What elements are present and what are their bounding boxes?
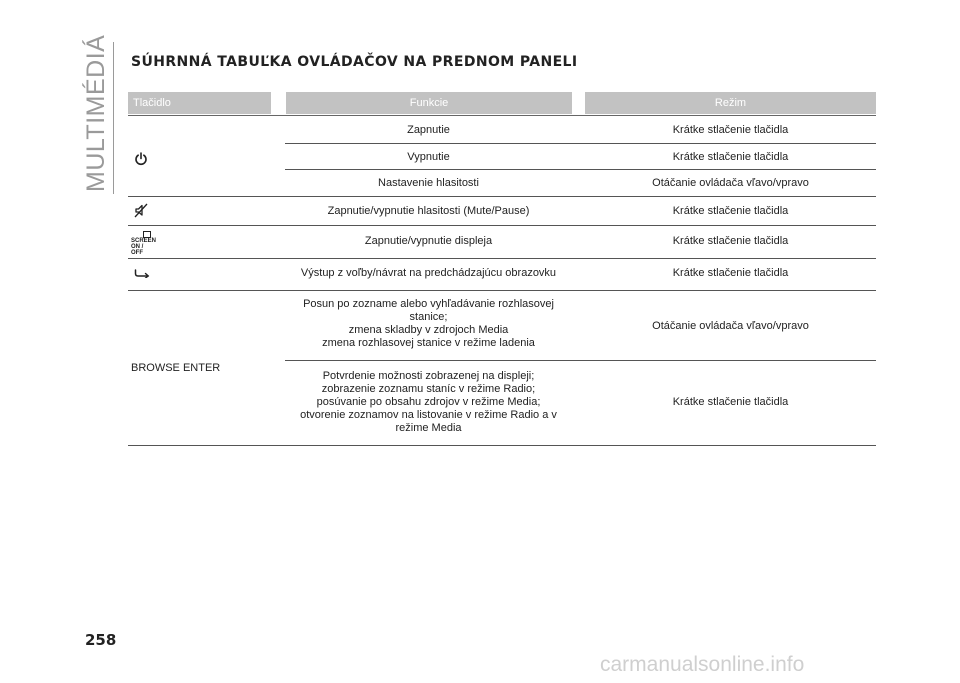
browse-rotate-line: zmena rozhlasovej stanice v režime ladenia: [322, 337, 535, 349]
page-number: 258: [85, 631, 117, 649]
browse-press-mode: Krátke stlačenie tlačidla: [672, 396, 789, 408]
browse-rotate-line: stanice;: [409, 311, 448, 323]
watermark: carmanualsonline.info: [600, 653, 805, 676]
row-divider: [285, 169, 876, 170]
header-button: Tlačidlo: [128, 92, 271, 114]
screen-function: Zapnutie/vypnutie displeja: [364, 235, 493, 247]
screen-mode: Krátke stlačenie tlačidla: [672, 235, 789, 247]
mute-mode: Krátke stlačenie tlačidla: [672, 205, 789, 217]
section-divider: [113, 42, 114, 194]
row-divider: [285, 143, 876, 144]
back-icon: [134, 268, 150, 278]
browse-enter-label: BROWSE ENTER: [131, 362, 221, 374]
browse-rotate-mode: Otáčanie ovládača vľavo/vpravo: [652, 320, 809, 332]
browse-rotate-function: [285, 298, 572, 350]
mute-function: Zapnutie/vypnutie hlasitosti (Mute/Pause): [327, 205, 530, 217]
mute-icon: [133, 202, 149, 218]
section-tab: [82, 34, 110, 192]
screen-icon-subtext: ON / OFF: [131, 244, 144, 256]
browse-press-line: zobrazenie zoznamu staníc v režime Radio;: [321, 383, 536, 395]
row-divider: [128, 196, 876, 197]
power-icon: [134, 152, 148, 166]
browse-press-line: otvorenie zoznamov na listovanie v režime Radio a v: [300, 409, 557, 421]
page-title: SÚHRNNÁ TABUĽKA OVLÁDAČOV NA PREDNOM PANELI: [131, 54, 578, 70]
power-on-function: Zapnutie: [407, 124, 450, 136]
header-rule: [128, 115, 876, 116]
row-divider: [128, 290, 876, 291]
row-divider: [285, 360, 876, 361]
table-header: [128, 92, 876, 114]
browse-rotate-line: Posun po zozname alebo vyhľadávanie rozhlasovej: [303, 298, 554, 310]
browse-press-function: [272, 370, 585, 435]
power-off-function: Vypnutie: [407, 151, 450, 163]
row-divider: [128, 258, 876, 259]
browse-press-line: Potvrdenie možnosti zobrazenej na displeji;: [322, 370, 535, 382]
browse-press-line: režime Media: [395, 422, 462, 434]
header-function: Funkcie: [286, 92, 572, 114]
back-function: Výstup z voľby/návrat na predchádzajúcu obrazovku: [300, 267, 557, 279]
table-bottom-rule: [128, 445, 876, 446]
row-divider: [128, 225, 876, 226]
screen-icon-text: SCREEN: [131, 238, 157, 244]
browse-press-line: posúvanie po obsahu zdrojov v režime Media;: [316, 396, 541, 408]
back-mode: Krátke stlačenie tlačidla: [672, 267, 789, 279]
volume-mode: Otáčanie ovládača vľavo/vpravo: [652, 177, 809, 189]
browse-rotate-line: zmena skladby v zdrojoch Media: [348, 324, 509, 336]
power-on-mode: Krátke stlačenie tlačidla: [672, 124, 789, 136]
header-mode: Režim: [585, 92, 876, 114]
screen-icon: [131, 231, 157, 256]
screen-box-icon: [143, 231, 151, 238]
volume-function: Nastavenie hlasitosti: [378, 177, 479, 189]
section-tab-label: MULTIMÉDIÁ: [82, 34, 110, 192]
power-off-mode: Krátke stlačenie tlačidla: [672, 151, 789, 163]
